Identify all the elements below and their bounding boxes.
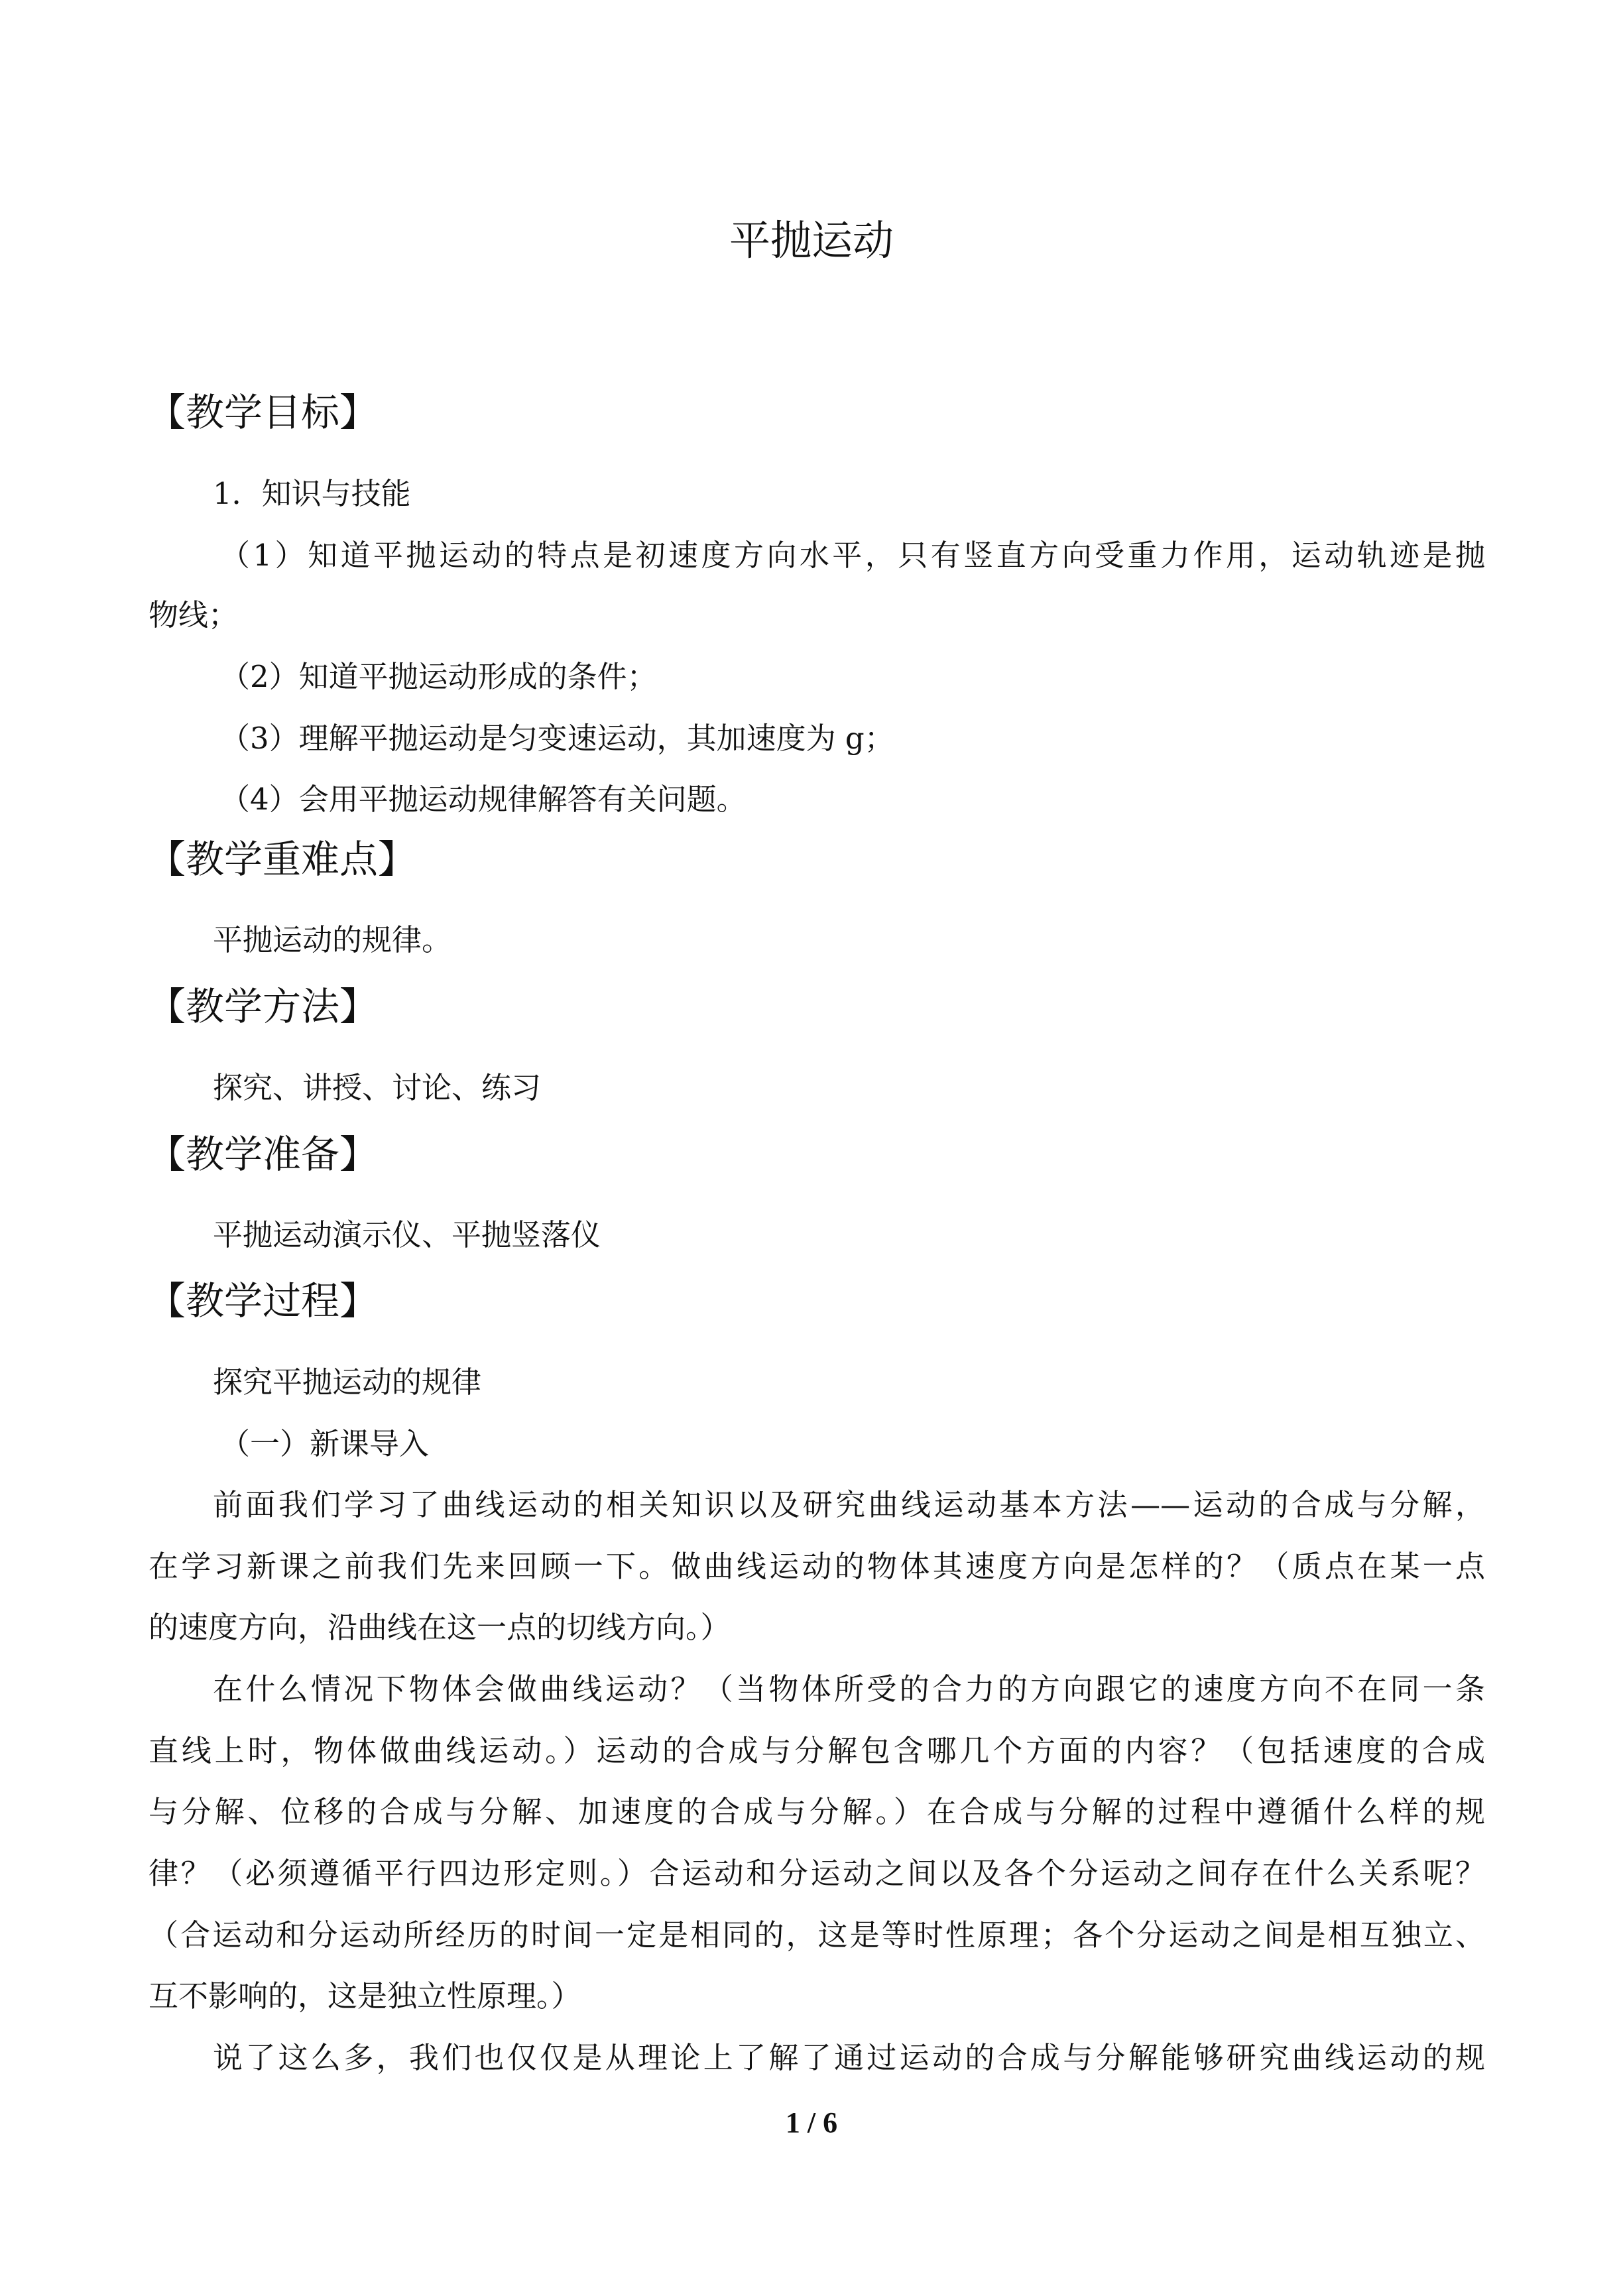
process-topic: 探究平抛运动的规律 bbox=[213, 1364, 482, 1400]
objectives-item-2: （2）知道平抛运动形成的条件； bbox=[220, 659, 657, 694]
key-points-text: 平抛运动的规律。 bbox=[213, 922, 452, 957]
objectives-item-1-line-2: 物线； bbox=[149, 597, 239, 633]
paragraph-line: 说了这么多，我们也仅仅是从理论上了解了通过运动的合成与分解能够研究曲线运动的规 bbox=[213, 2040, 1485, 2075]
paragraph-line: 直线上时，物体做曲线运动。）运动的合成与分解包含哪几个方面的内容？（包括速度的合成 bbox=[149, 1733, 1485, 1768]
paragraph-line: （合运动和分运动所经历的时间一定是相同的，这是等时性原理；各个分运动之间是相互独立、 bbox=[149, 1917, 1485, 1953]
section-heading-process: 【教学过程】 bbox=[147, 1278, 379, 1323]
objectives-subheading: 1．知识与技能 bbox=[213, 476, 411, 511]
paragraph-line: 互不影响的，这是独立性原理。） bbox=[149, 1978, 581, 2014]
methods-text: 探究、讲授、讨论、练习 bbox=[213, 1070, 542, 1105]
section-heading-methods: 【教学方法】 bbox=[147, 984, 379, 1029]
paragraph-line: 与分解、位移的合成与分解、加速度的合成与分解。）在合成与分解的过程中遵循什么样的规 bbox=[149, 1794, 1485, 1829]
process-step-1: （一）新课导入 bbox=[220, 1426, 430, 1461]
paragraph-line: 在什么情况下物体会做曲线运动？（当物体所受的合力的方向跟它的速度方向不在同一条 bbox=[213, 1671, 1485, 1707]
section-heading-preparation: 【教学准备】 bbox=[147, 1132, 379, 1177]
paragraph-line: 在学习新课之前我们先来回顾一下。做曲线运动的物体其速度方向是怎样的？（质点在某一点 bbox=[149, 1549, 1485, 1584]
objectives-item-3: （3）理解平抛运动是匀变速运动，其加速度为 g； bbox=[220, 721, 894, 756]
paragraph-line: 前面我们学习了曲线运动的相关知识以及研究曲线运动基本方法——运动的合成与分解， bbox=[213, 1487, 1485, 1522]
page-number: 1 / 6 bbox=[785, 2106, 838, 2139]
paragraph-line: 的速度方向，沿曲线在这一点的切线方向。） bbox=[149, 1610, 731, 1645]
preparation-text: 平抛运动演示仪、平抛竖落仪 bbox=[213, 1217, 601, 1252]
page-title: 平抛运动 bbox=[729, 216, 894, 265]
section-heading-objectives: 【教学目标】 bbox=[147, 390, 379, 435]
paragraph-line: 律？（必须遵循平行四边形定则。）合运动和分运动之间以及各个分运动之间存在什么关系呢？ bbox=[149, 1856, 1485, 1891]
objectives-item-4: （4）会用平抛运动规律解答有关问题。 bbox=[220, 782, 747, 817]
section-heading-key-points: 【教学重难点】 bbox=[147, 837, 417, 882]
objectives-item-1-line-1: （1）知道平抛运动的特点是初速度方向水平，只有竖直方向受重力作用，运动轨迹是抛 bbox=[220, 538, 1485, 573]
